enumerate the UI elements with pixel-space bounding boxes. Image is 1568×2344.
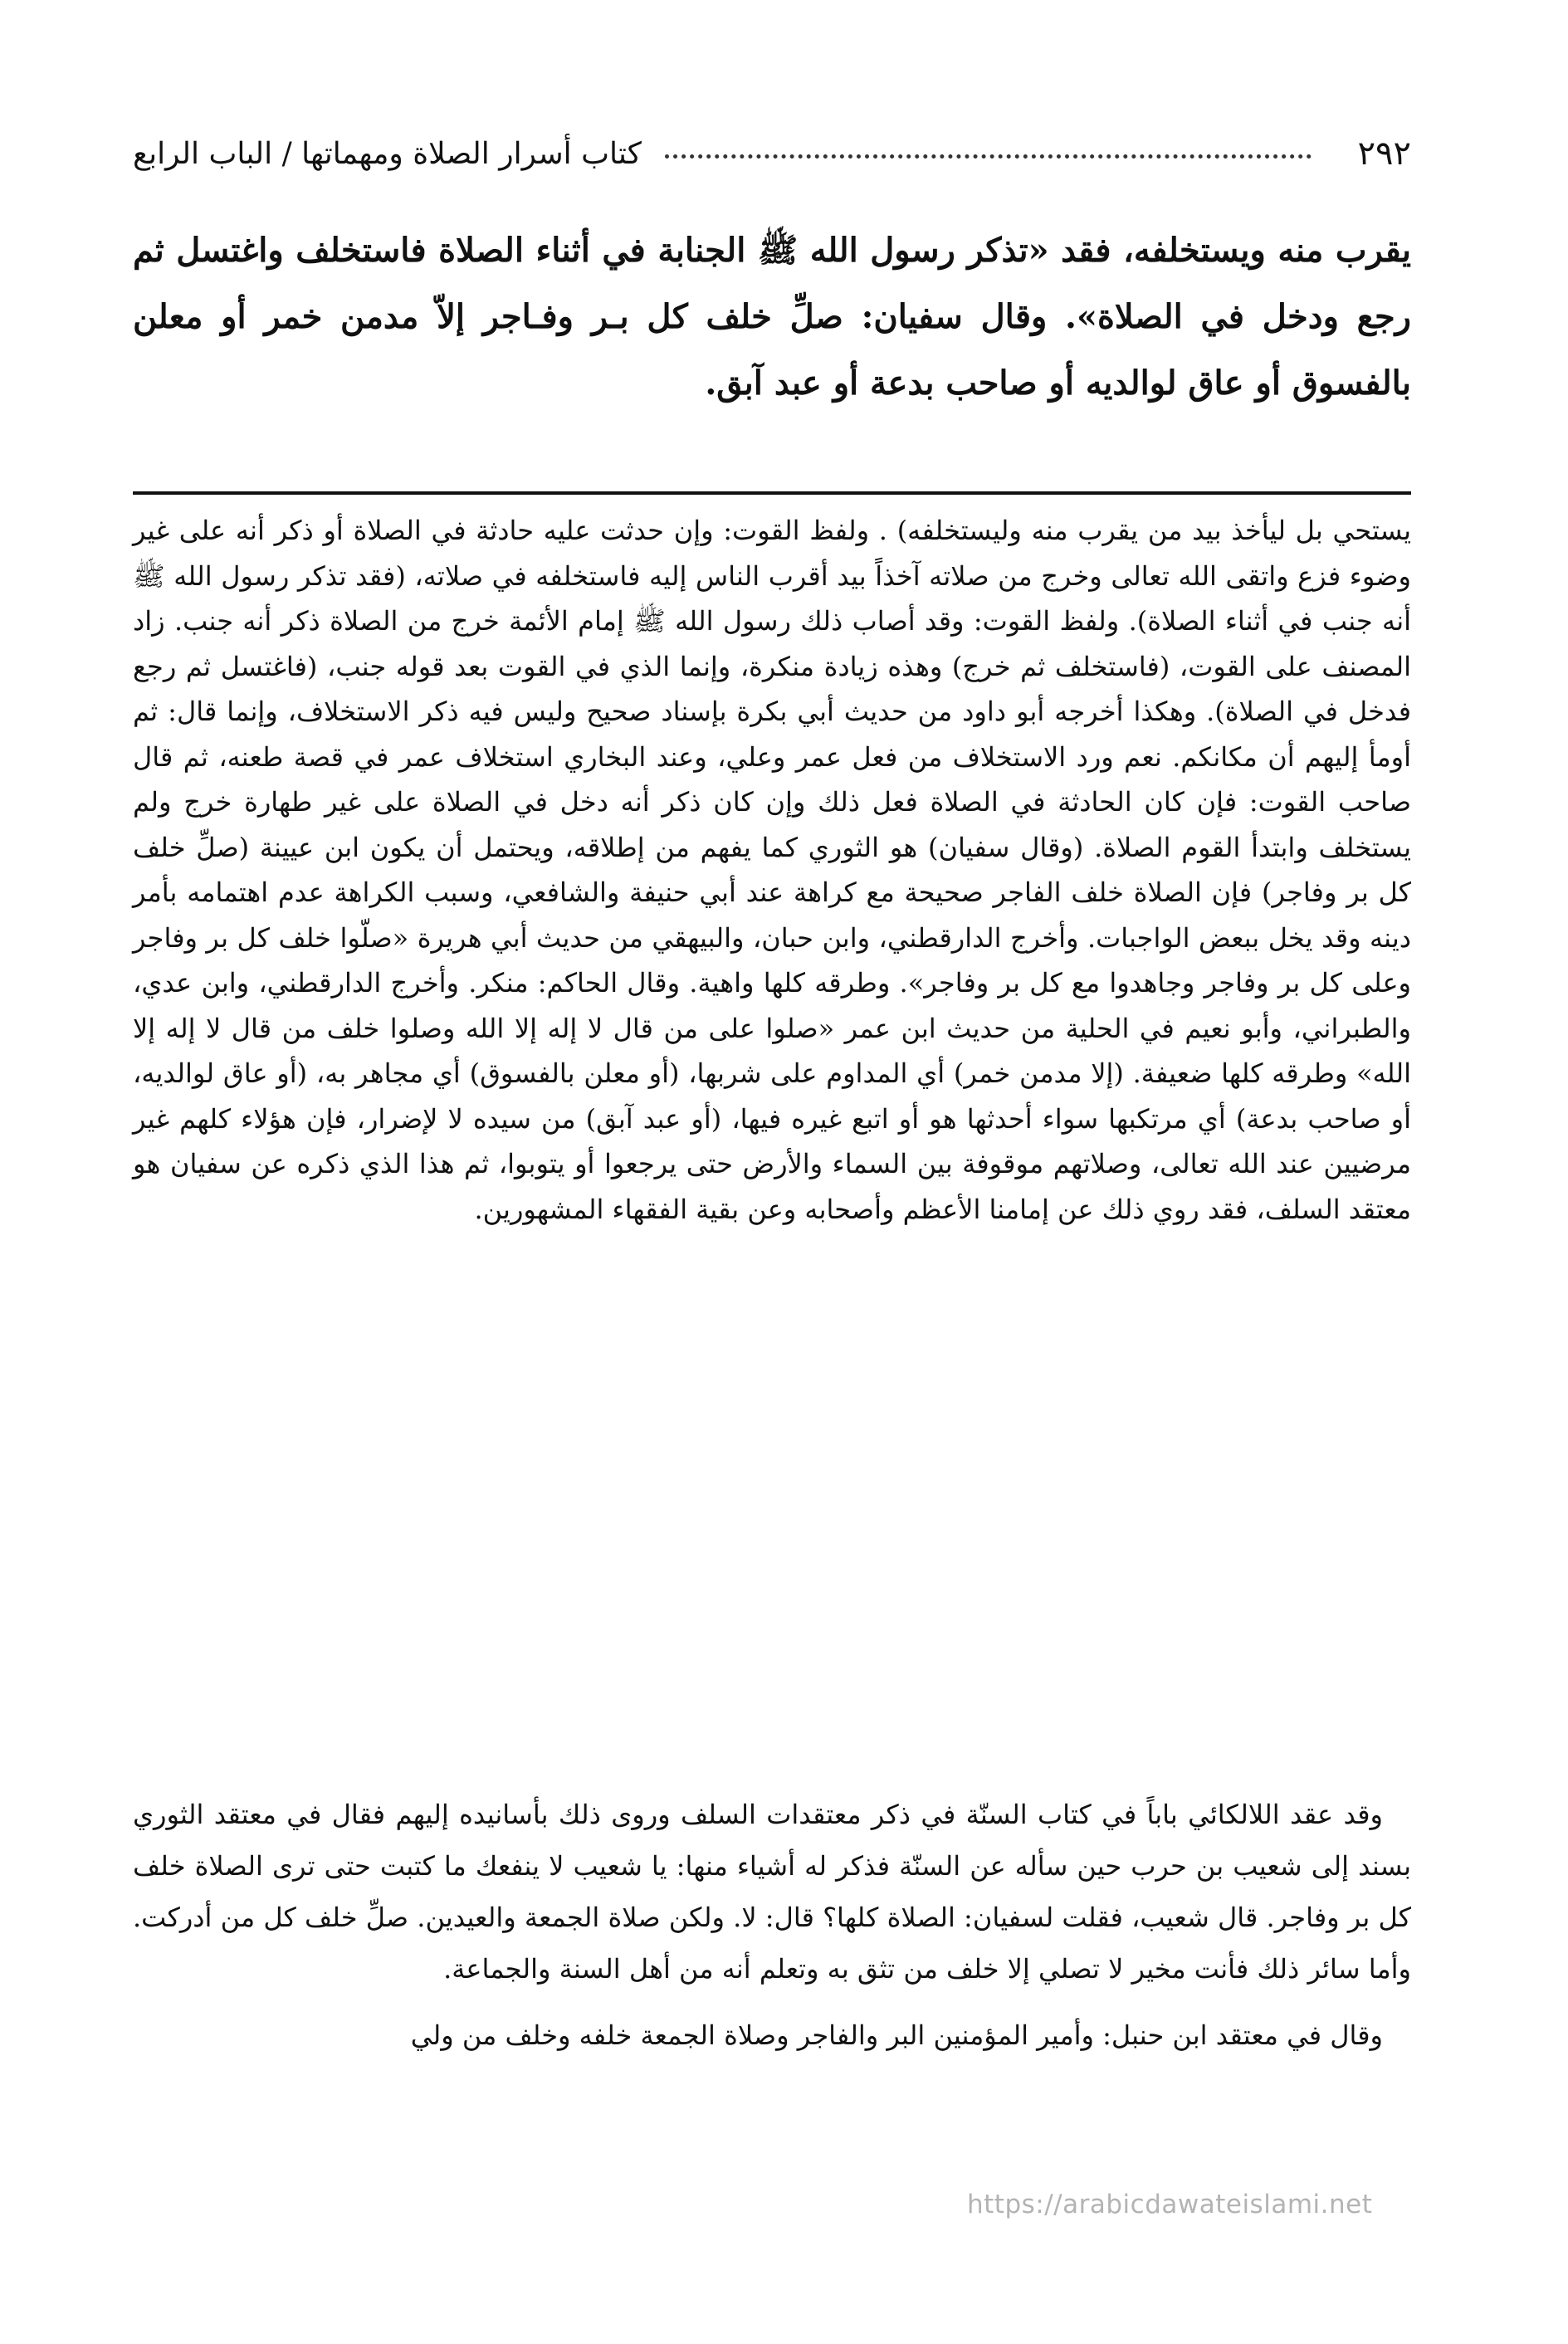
commentary-block bbox=[133, 508, 1411, 1232]
main-text bbox=[133, 217, 1411, 417]
running-title: كتاب أسرار الصلاة ومهماتها / الباب الرابع bbox=[133, 136, 642, 171]
body-paragraph-1: وقد عقد اللالكائي باباً في كتاب السنّة في ذكر معتقدات السلف وروى ذلك بأسانيده إليهم فقال في معتقد الثوري بسند إلى شعيب بن حرب حين سأله عن السنّة فذكر له أشياء منها: يا شعيب لا ينفعك ما كتبت حتى ترى الصلاة خلف كل بر وفاجر. قال شعيب، فقلت لسفيان: الصلاة كلها؟ قال: لا. ولكن صلاة الجمعة والعيدين. صلِّ خلف كل من أدركت. وأما سائر ذلك فأنت مخير لا تصلي إلا خلف من تثق به وتعلم أنه من أهل السنة والجماعة. bbox=[133, 1799, 1411, 1985]
footnote-separator bbox=[133, 491, 1411, 495]
watermark-url: https://arabicdawateislami.net bbox=[967, 2190, 1373, 2219]
main-paragraph: يقرب منه ويستخلفه، فقد «تذكر رسول الله ﷺ الجنابة في أثناء الصلاة فاستخلف واغتسل ثم رجع ودخل في الصلاة». وقال سفيان: صلِّ خلف كل بـر وفـاجر إلاّ مدمن خمر أو معلن بالفسوق أو عاق لوالديه أو صاحب بدعة أو عبد آبق. bbox=[133, 231, 1411, 403]
body-paragraph-2: وقال في معتقد ابن حنبل: وأمير المؤمنين البر والفاجر وصلاة الجمعة خلفه وخلف من ولي bbox=[410, 2019, 1383, 2051]
page-header bbox=[133, 125, 1411, 183]
body-text bbox=[133, 1789, 1411, 2061]
header-dotted-leader bbox=[665, 149, 1312, 159]
commentary-paragraph: يستحي بل ليأخذ بيد من يقرب منه وليستخلفه) . ولفظ القوت: وإن حدثت عليه حادثة في الصلاة أو ذكر أنه على غير وضوء فزع واتقى الله تعالى وخرج من صلاته آخذاً بيد أقرب الناس إليه فاستخلفه في صلاته، (فقد تذكر رسول الله ﷺ أنه جنب في أثناء الصلاة). ولفظ القوت: وقد أصاب ذلك رسول الله ﷺ إمام الأئمة خرج من الصلاة ذكر أنه جنب. زاد المصنف على القوت، (فاستخلف ثم خرج) وهذه زيادة منكرة، وإنما الذي في القوت بعد قوله جنب، (فاغتسل ثم رجع فدخل في الصلاة). وهكذا أخرجه أبو داود من حديث أبي بكرة بإسناد صحيح وليس فيه ذكر الاستخلاف، وإنما قال: ثم أومأ إليهم أن مكانكم. نعم ورد الاستخلاف من فعل عمر وعلي، وعند البخاري استخلاف عمر في قصة طعنه، ثم قال صاحب القوت: فإن كان الحادثة في الصلاة فعل ذلك وإن كان ذكر أنه دخل في الصلاة على غير طهارة خرج ولم يستخلف وابتدأ القوم الصلاة. (وقال سفيان) هو الثوري كما يفهم من إطلاقه، ويحتمل أن يكون ابن عيينة (صلِّ خلف كل بر وفاجر) فإن الصلاة خلف الفاجر صحيحة مع كراهة عند أبي حنيفة والشافعي، وسبب الكراهة عدم اهتمامه بأمر دينه وقد يخل ببعض الواجبات. وأخرج الدارقطني، وابن حبان، والبيهقي من حديث أبي هريرة «صلّوا خلف كل بر وفاجر وعلى كل بر وفاجر وجاهدوا مع كل بر وفاجر». وطرقه كلها واهية. وقال الحاكم: منكر. وأخرج الدارقطني، وابن عدي، والطبراني، وأبو نعيم في الحلية من حديث ابن عمر «صلوا على من قال لا إله إلا الله وصلوا خلف من قال لا إله إلا الله» وطرقه كلها ضعيفة. (إلا مدمن خمر) أي المداوم على شربها، (أو معلن بالفسوق) أي مجاهر به، (أو عاق لوالديه، أو صاحب بدعة) أي مرتكبها سواء أحدثها هو أو اتبع غيره فيها، (أو عبد آبق) من سيده لا لإضرار، فإن هؤلاء كلهم غير مرضيين عند الله تعالى، وصلاتهم موقوفة بين السماء والأرض حتى يرجعوا أو يتوبوا، ثم هذا الذي ذكره عن سفيان هو معتقد السلف، فقد روي ذلك عن إمامنا الأعظم وأصحابه وعن بقية الفقهاء المشهورين. bbox=[133, 515, 1412, 1225]
page-number: ٢٩٢ bbox=[1357, 134, 1411, 173]
